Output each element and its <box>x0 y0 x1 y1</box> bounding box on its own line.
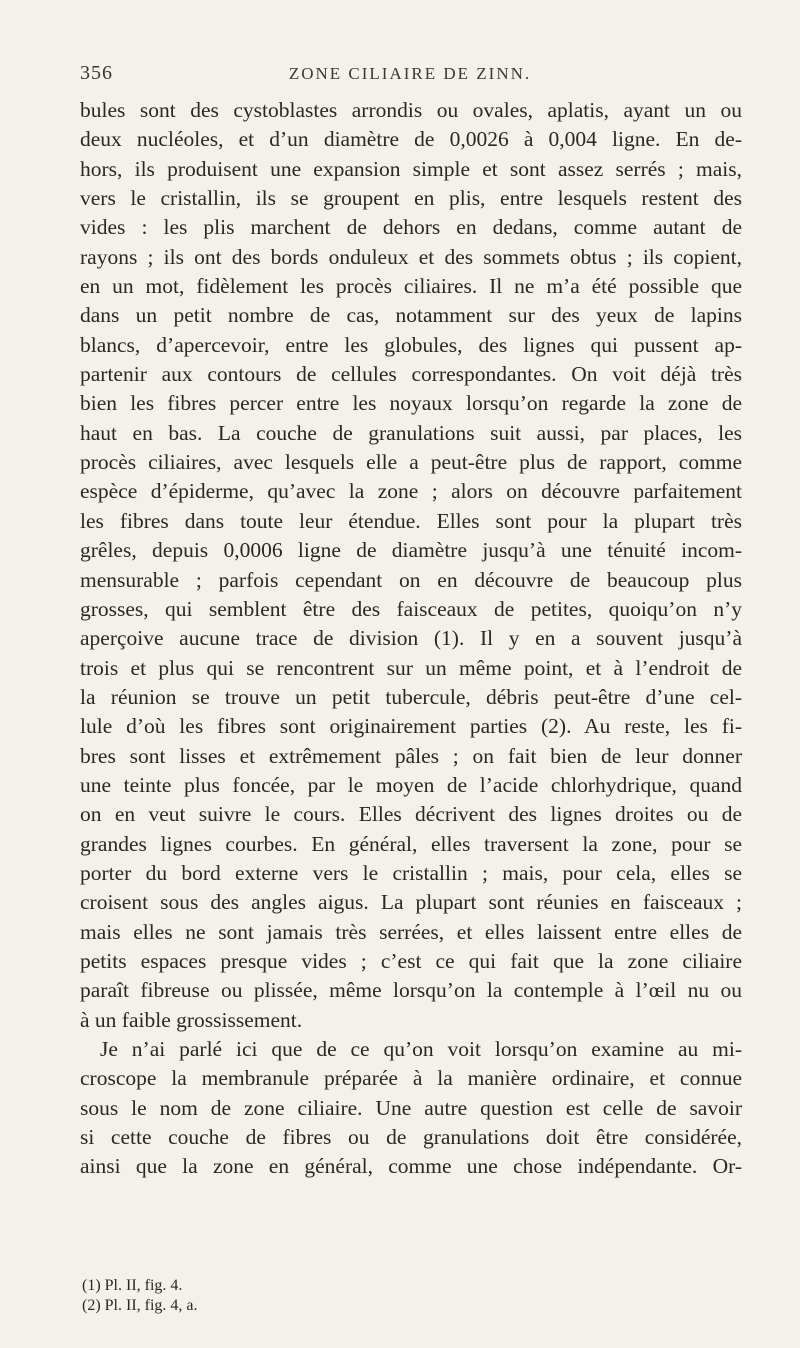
running-title: ZONE CILIAIRE DE ZINN. <box>288 64 532 83</box>
text-line: vers le cristallin, ils se groupent en plis, entre lesquels restent des <box>80 186 742 211</box>
text-line: ainsi que la zone en général, comme une chose indépendante. Or- <box>80 1154 742 1179</box>
text-line: bien les fibres percer entre les noyaux lorsqu’on regarde la zone de <box>80 391 742 416</box>
text-line: deux nucléoles, et d’un diamètre de 0,0026 à 0,004 ligne. En de- <box>80 127 742 152</box>
paragraph <box>80 96 742 1035</box>
text-line: bres sont lisses et extrêmement pâles ; on fait bien de leur donner <box>80 743 742 768</box>
footnotes <box>80 1276 680 1316</box>
text-line: croisent sous des angles aigus. La plupart sont réunies en faisceaux ; <box>80 890 742 915</box>
paragraph <box>80 1035 742 1182</box>
text-line: grandes lignes courbes. En général, elles traversent la zone, pour se <box>80 831 742 856</box>
text-line: on en veut suivre le cours. Elles décrivent des lignes droites ou de <box>80 802 742 827</box>
text-line: dans un petit nombre de cas, notamment sur des yeux de lapins <box>80 303 742 328</box>
text-line: la réunion se trouve un petit tubercule, débris peut-être d’une cel- <box>80 684 742 709</box>
text-line: une teinte plus foncée, par le moyen de l’acide chlorhydrique, quand <box>80 772 742 797</box>
text-line: aperçoive aucune trace de division (1). Il y en a souvent jusqu’à <box>80 626 742 651</box>
text-line: blancs, d’apercevoir, entre les globules, des lignes qui pussent ap- <box>80 332 742 357</box>
text-line: haut en bas. La couche de granulations suit aussi, par places, les <box>80 420 742 445</box>
text-line: en un mot, fidèlement les procès ciliaires. Il ne m’a été possible que <box>80 274 742 299</box>
text-line: partenir aux contours de cellules correspondantes. On voit déjà très <box>80 362 742 387</box>
text-line: rayons ; ils ont des bords onduleux et des sommets obtus ; ils copient, <box>80 244 742 269</box>
text-line: bules sont des cystoblastes arrondis ou ovales, aplatis, ayant un ou <box>80 98 742 122</box>
text-line: paraît fibreuse ou plissée, même lorsqu’on la contemple à l’œil nu ou <box>80 978 742 1003</box>
text-line: les fibres dans toute leur étendue. Elles sont pour la plupart très <box>80 508 742 533</box>
text-line: croscope la membranule préparée à la manière ordinaire, et connue <box>80 1066 742 1091</box>
page-header <box>80 62 740 92</box>
text-line: Je n’ai parlé ici que de ce qu’on voit lorsqu’on examine au mi- <box>100 1037 742 1061</box>
text-line: grosses, qui semblent être des faisceaux de petites, quoiqu’on n’y <box>80 596 742 621</box>
text-line: trois et plus qui se rencontrent sur un même point, et à l’endroit de <box>80 655 742 680</box>
text-line: procès ciliaires, avec lesquels elle a peut-être plus de rapport, comme <box>80 450 742 475</box>
text-line: mais elles ne sont jamais très serrées, et elles laissent entre elles de <box>80 919 742 944</box>
text-line: sous le nom de zone ciliaire. Une autre question est celle de savoir <box>80 1095 742 1120</box>
text-line: vides : les plis marchent de dehors en dedans, comme autant de <box>80 215 742 240</box>
text-line: porter du bord externe vers le cristallin ; mais, pour cela, elles se <box>80 860 742 885</box>
text-line: espèce d’épiderme, qu’avec la zone ; alors on découvre parfaitement <box>80 479 742 504</box>
text-line: petits espaces presque vides ; c’est ce qui fait que la zone ciliaire <box>80 948 742 973</box>
text-line: mensurable ; parfois cependant on en découvre de beaucoup plus <box>80 567 742 592</box>
footnote: (1) Pl. II, fig. 4. <box>82 1277 183 1294</box>
text-line: hors, ils produisent une expansion simple et sont assez serrés ; mais, <box>80 156 742 181</box>
footnote: (2) Pl. II, fig. 4, a. <box>82 1297 198 1314</box>
text-line: lule d’où les fibres sont originairement parties (2). Au reste, les fi- <box>80 714 742 739</box>
text-line: à un faible grossissement. <box>80 1007 303 1032</box>
body-text <box>80 96 742 1182</box>
text-line: grêles, depuis 0,0006 ligne de diamètre jusqu’à une ténuité incom- <box>80 538 742 563</box>
text-line: si cette couche de fibres ou de granulations doit être considérée, <box>80 1125 742 1150</box>
page-number: 356 <box>80 62 113 84</box>
